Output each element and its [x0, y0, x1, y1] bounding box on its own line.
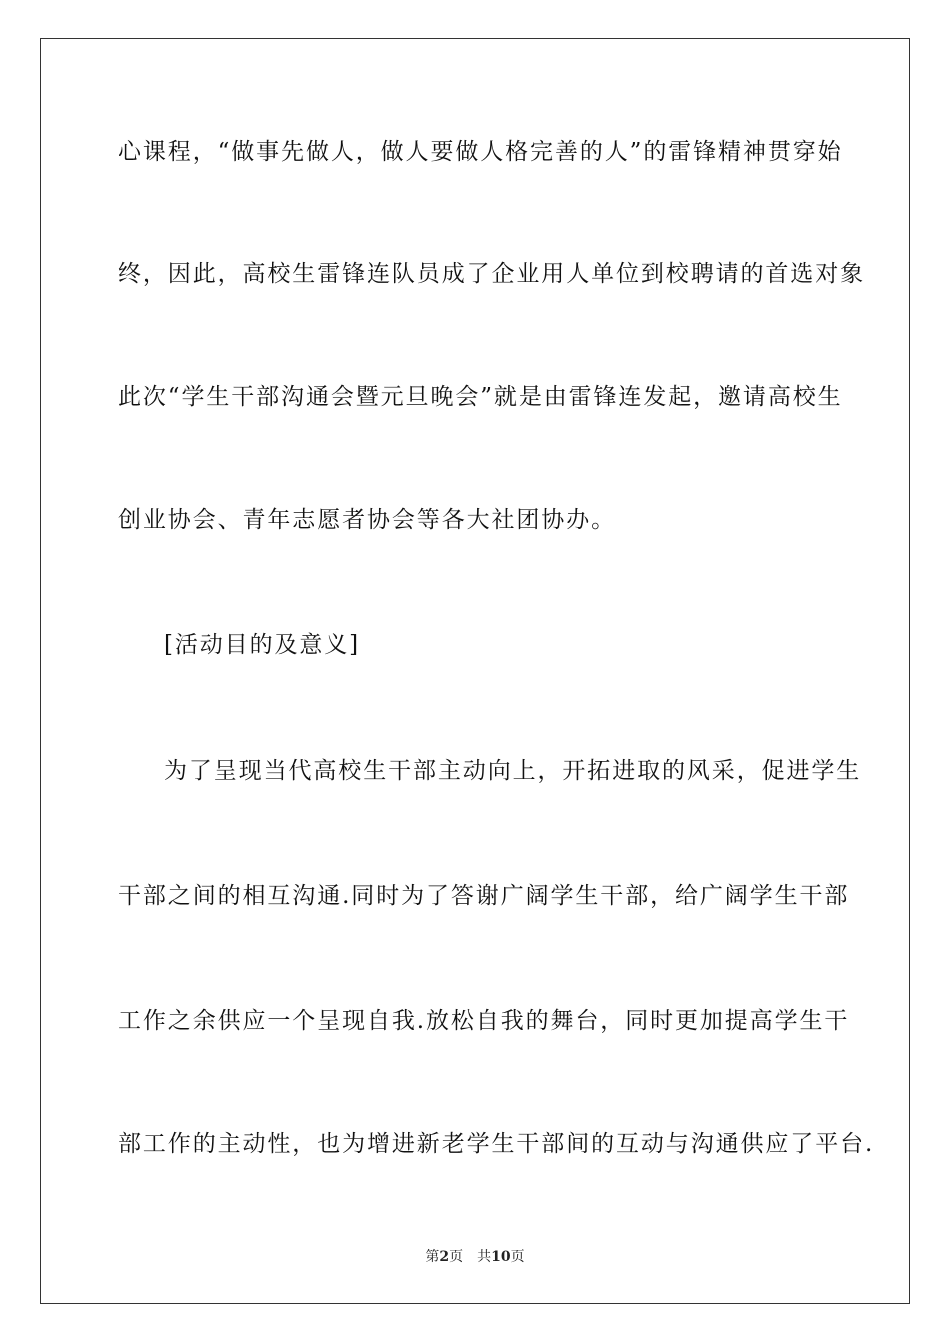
page-prefix: 第: [425, 1249, 440, 1265]
paragraph-line-8: 工作之余供应一个呈现自我.放松自我的舞台，同时更加提高学生干: [118, 1008, 850, 1034]
section-heading: [活动目的及意义]: [164, 632, 361, 658]
paragraph-line-1: 心课程，“做事先做人，做人要做人格完善的人”的雷锋精神贯穿始: [118, 139, 843, 165]
total-suffix: 页: [510, 1249, 525, 1265]
paragraph-line-2: 终，因此，高校生雷锋连队员成了企业用人单位到校聘请的首选对象: [118, 261, 865, 287]
paragraph-line-4: 创业协会、青年志愿者协会等各大社团协办。: [118, 507, 616, 533]
page-border: [40, 38, 910, 1304]
paragraph-line-7: 干部之间的相互沟通.同时为了答谢广阔学生干部，给广阔学生干部: [118, 883, 850, 909]
page-footer: [0, 1248, 950, 1266]
total-pages: 10: [491, 1249, 511, 1265]
paragraph-line-9: 部工作的主动性，也为增进新老学生干部间的互动与沟通供应了平台.: [118, 1131, 875, 1157]
page-number: 2: [439, 1249, 450, 1265]
paragraph-line-3: 此次“学生干部沟通会暨元旦晚会”就是由雷锋连发起，邀请高校生: [118, 384, 843, 410]
total-prefix: 共: [477, 1249, 492, 1265]
page-suffix: 页: [449, 1249, 464, 1265]
paragraph-line-6: 为了呈现当代高校生干部主动向上，开拓进取的风采，促进学生: [164, 758, 862, 784]
